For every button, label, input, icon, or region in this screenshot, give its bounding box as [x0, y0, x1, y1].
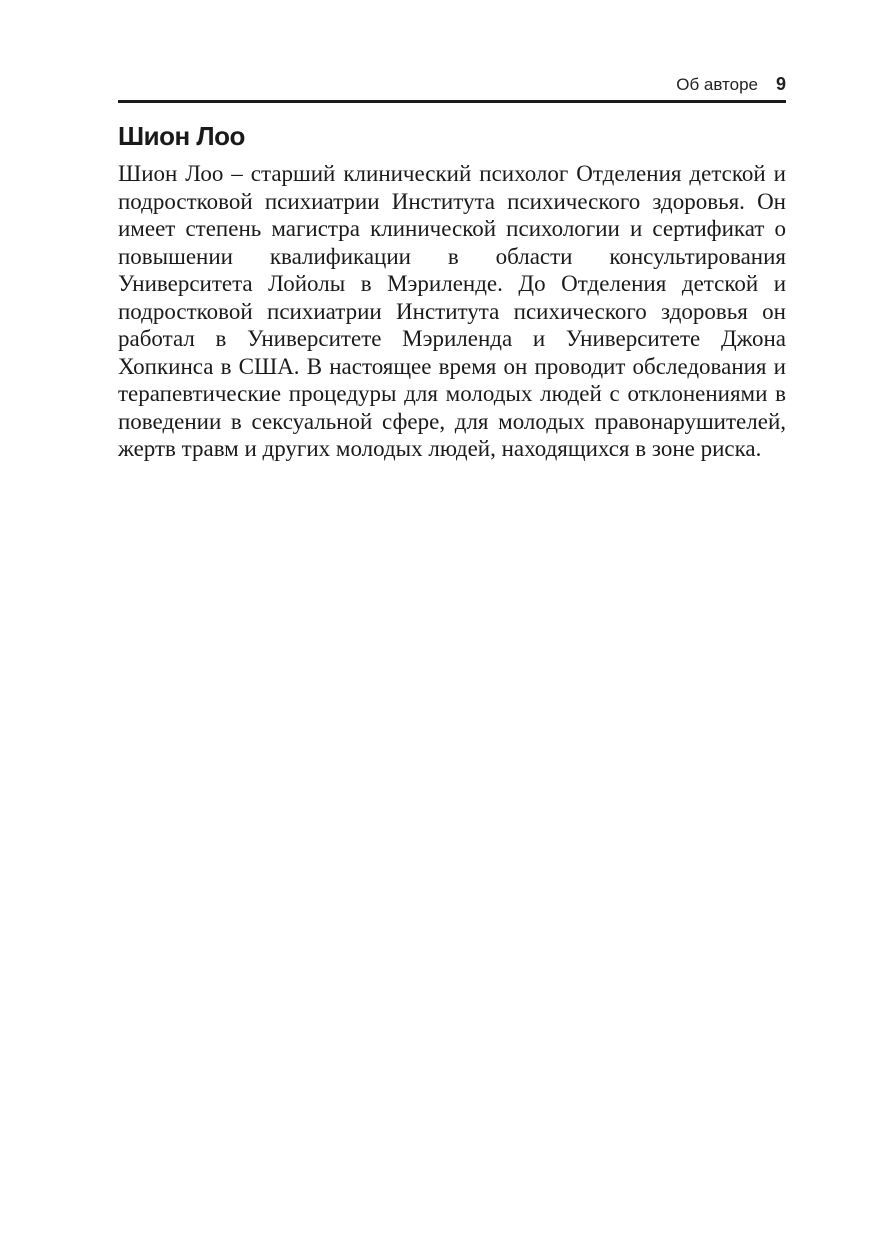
- bio-paragraph: Шион Лоо – старший клинический психолог Отделения детской и подростковой психиатрии Института психического здоровья. Он имеет степень магистра клинической психологии и сертификат о повышении квалификации в области консультирования Университета Лойолы в Мэриленде. До Отделения детской и подростковой психиатрии Института психического здоровья он работал в Университете Мэриленда и Университете Джона Хопкинса в США. В настоящее время он проводит обследования и терапевтические процедуры для молодых людей с отклонениями в поведении в сексуальной сфере, для молодых правонарушителей, жертв травм и других молодых людей, находящихся в зоне риска.: [118, 161, 786, 461]
- header-section-title: Об авторе: [676, 75, 758, 94]
- header-divider: [118, 100, 786, 103]
- page-number: 9: [775, 74, 786, 94]
- page-title: Шион Лоо: [118, 121, 245, 151]
- running-header: [118, 74, 786, 100]
